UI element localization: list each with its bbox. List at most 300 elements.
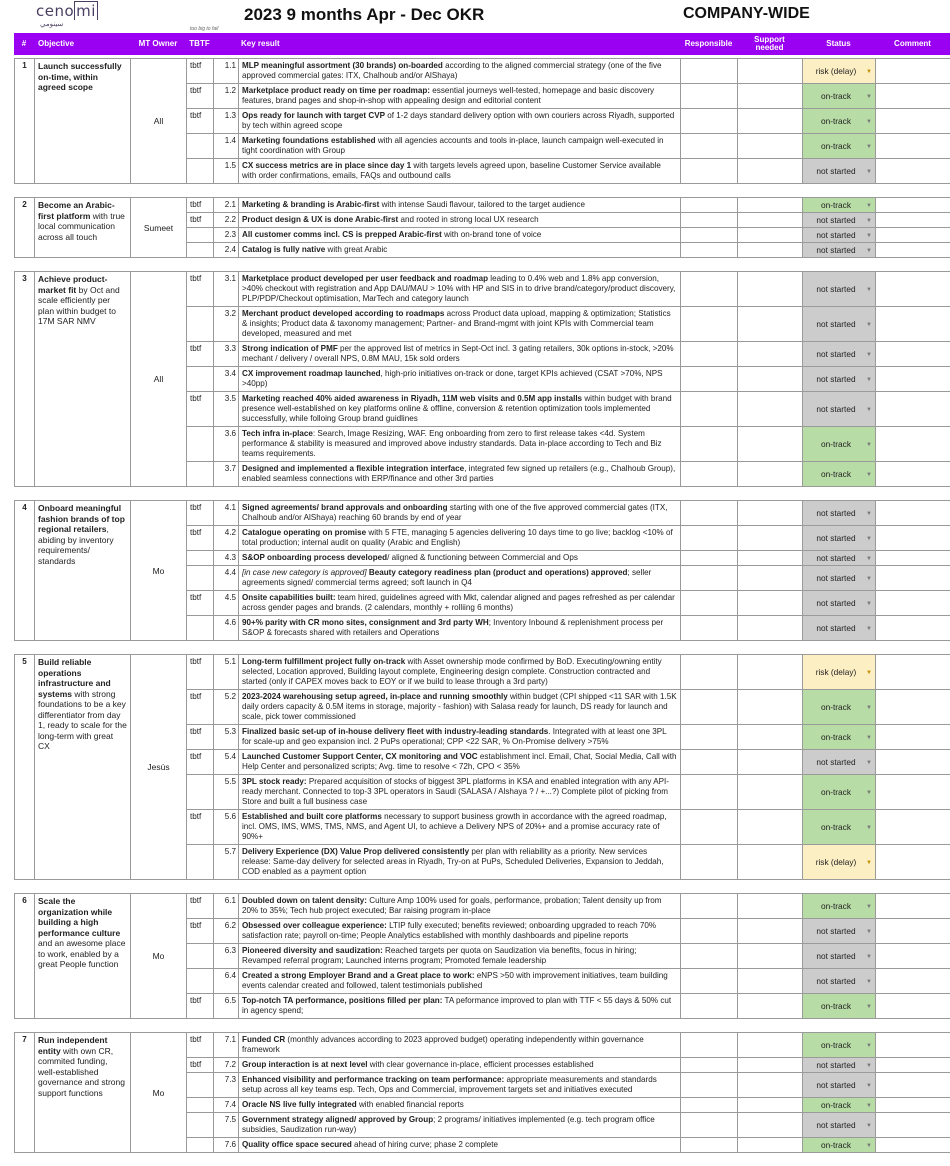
comment-cell[interactable]: [876, 1138, 950, 1153]
status-dropdown[interactable]: [803, 775, 876, 810]
responsible-cell[interactable]: [681, 159, 738, 184]
support-cell[interactable]: [738, 655, 803, 690]
support-cell[interactable]: [738, 1113, 803, 1138]
support-cell[interactable]: [738, 367, 803, 392]
key-result-cell[interactable]: [239, 944, 681, 969]
objective-section: [14, 58, 950, 184]
responsible-cell[interactable]: [681, 969, 738, 994]
status-dropdown[interactable]: [803, 969, 876, 994]
comment-cell[interactable]: [876, 725, 950, 750]
tbtf-cell[interactable]: [187, 243, 214, 258]
comment-cell[interactable]: [876, 1113, 950, 1138]
comment-cell[interactable]: [876, 392, 950, 427]
status-dropdown[interactable]: [803, 501, 876, 526]
support-cell[interactable]: [738, 228, 803, 243]
key-result-cell[interactable]: [239, 994, 681, 1019]
responsible-cell[interactable]: [681, 427, 738, 462]
responsible-cell[interactable]: [681, 1098, 738, 1113]
key-result-cell[interactable]: [239, 969, 681, 994]
comment-cell[interactable]: [876, 84, 950, 109]
comment-cell[interactable]: [876, 243, 950, 258]
comment-cell[interactable]: [876, 775, 950, 810]
responsible-cell[interactable]: [681, 392, 738, 427]
status-dropdown[interactable]: [803, 526, 876, 551]
status-dropdown[interactable]: [803, 655, 876, 690]
tbtf-cell[interactable]: tbtf: [187, 84, 214, 109]
key-result-cell[interactable]: [239, 591, 681, 616]
comment-cell[interactable]: [876, 566, 950, 591]
tbtf-cell[interactable]: tbtf: [187, 213, 214, 228]
objective-number: 6: [15, 894, 35, 1019]
tbtf-cell[interactable]: [187, 307, 214, 342]
responsible-cell[interactable]: [681, 307, 738, 342]
support-cell[interactable]: [738, 462, 803, 487]
support-cell[interactable]: [738, 501, 803, 526]
support-cell[interactable]: [738, 526, 803, 551]
key-result-title: Designed and implemented a flexible integration interface: [242, 464, 464, 473]
comment-cell[interactable]: [876, 501, 950, 526]
tbtf-cell[interactable]: [187, 845, 214, 880]
key-result-cell[interactable]: [239, 1113, 681, 1138]
comment-cell[interactable]: [876, 59, 950, 84]
support-cell[interactable]: [738, 616, 803, 641]
status-dropdown[interactable]: [803, 109, 876, 134]
responsible-cell[interactable]: [681, 134, 738, 159]
key-result-cell[interactable]: [239, 59, 681, 84]
support-cell[interactable]: [738, 198, 803, 213]
key-result-cell[interactable]: [239, 616, 681, 641]
responsible-cell[interactable]: [681, 1073, 738, 1098]
key-result-cell[interactable]: [239, 198, 681, 213]
tbtf-cell[interactable]: [187, 616, 214, 641]
scope-title: COMPANY-WIDE: [683, 5, 810, 23]
tbtf-cell[interactable]: [187, 427, 214, 462]
dropdown-arrow-icon: ▼: [866, 375, 872, 385]
responsible-cell[interactable]: [681, 919, 738, 944]
key-result-cell[interactable]: [239, 725, 681, 750]
col-comment: Comment: [875, 40, 950, 48]
key-result-number: 3.7: [214, 462, 239, 487]
status-dropdown[interactable]: [803, 392, 876, 427]
tbtf-cell[interactable]: [187, 1138, 214, 1153]
owner-cell[interactable]: Mo: [131, 501, 187, 641]
status-dropdown[interactable]: [803, 342, 876, 367]
key-result-cell[interactable]: [239, 134, 681, 159]
comment-cell[interactable]: [876, 109, 950, 134]
key-result-cell[interactable]: [239, 228, 681, 243]
comment-cell[interactable]: [876, 1073, 950, 1098]
owner-cell[interactable]: Mo: [131, 1033, 187, 1153]
key-result-cell[interactable]: [239, 690, 681, 725]
responsible-cell[interactable]: [681, 272, 738, 307]
responsible-cell[interactable]: [681, 109, 738, 134]
tbtf-cell[interactable]: tbtf: [187, 725, 214, 750]
responsible-cell[interactable]: [681, 367, 738, 392]
objective-cell[interactable]: [35, 1033, 131, 1153]
dropdown-arrow-icon: ▼: [866, 703, 872, 713]
key-result-cell[interactable]: [239, 159, 681, 184]
responsible-cell[interactable]: [681, 566, 738, 591]
key-result-cell[interactable]: [239, 750, 681, 775]
objective-description: with true local communication across all touch: [38, 211, 125, 242]
objective-section: [14, 654, 950, 880]
key-result-cell[interactable]: [239, 272, 681, 307]
status-dropdown[interactable]: [803, 750, 876, 775]
tbtf-cell[interactable]: [187, 228, 214, 243]
status-dropdown[interactable]: [803, 228, 876, 243]
support-cell[interactable]: [738, 109, 803, 134]
objective-cell[interactable]: [35, 272, 131, 487]
comment-cell[interactable]: [876, 616, 950, 641]
dropdown-arrow-icon: ▼: [866, 67, 872, 77]
support-cell[interactable]: [738, 894, 803, 919]
owner-cell[interactable]: Sumeet: [131, 198, 187, 258]
tbtf-cell[interactable]: [187, 1073, 214, 1098]
tbtf-cell[interactable]: tbtf: [187, 655, 214, 690]
objective-cell[interactable]: [35, 894, 131, 1019]
status-value: on-track: [811, 702, 861, 712]
comment-cell[interactable]: [876, 213, 950, 228]
key-result-detail: with all agencies accounts and tools in-place, launch campaign well-executed in tight coordination with Group: [242, 136, 664, 155]
key-result-detail: team hired, guidelines agreed with Mkt, calendar aligned and pages refreshed as per calendar across gender pages and brands. (2 calendars, monthly + rolliing 6 months): [242, 593, 675, 612]
comment-cell[interactable]: [876, 591, 950, 616]
owner-cell[interactable]: Mo: [131, 894, 187, 1019]
responsible-cell[interactable]: [681, 342, 738, 367]
status-dropdown[interactable]: [803, 919, 876, 944]
key-result-cell[interactable]: [239, 501, 681, 526]
status-dropdown[interactable]: [803, 810, 876, 845]
responsible-cell[interactable]: [681, 228, 738, 243]
objective-cell[interactable]: [35, 655, 131, 880]
objective-cell[interactable]: [35, 198, 131, 258]
support-cell[interactable]: [738, 725, 803, 750]
comment-cell[interactable]: [876, 750, 950, 775]
status-dropdown[interactable]: [803, 1098, 876, 1113]
support-cell[interactable]: [738, 1138, 803, 1153]
tbtf-cell[interactable]: tbtf: [187, 690, 214, 725]
responsible-cell[interactable]: [681, 845, 738, 880]
status-dropdown[interactable]: [803, 566, 876, 591]
support-cell[interactable]: [738, 1033, 803, 1058]
status-dropdown[interactable]: [803, 1033, 876, 1058]
comment-cell[interactable]: [876, 462, 950, 487]
tbtf-cell[interactable]: tbtf: [187, 1058, 214, 1073]
comment-cell[interactable]: [876, 944, 950, 969]
dropdown-arrow-icon: ▼: [866, 509, 872, 519]
key-result-cell[interactable]: [239, 566, 681, 591]
responsible-cell[interactable]: [681, 750, 738, 775]
objective-title: Launch successfully on-time, within agreed scope: [38, 61, 122, 92]
status-dropdown[interactable]: [803, 1058, 876, 1073]
dropdown-arrow-icon: ▼: [866, 440, 872, 450]
status-value: not started: [811, 598, 861, 608]
key-result-number: 6.3: [214, 944, 239, 969]
key-result-cell[interactable]: [239, 342, 681, 367]
responsible-cell[interactable]: [681, 462, 738, 487]
comment-cell[interactable]: [876, 228, 950, 243]
status-value: on-track: [811, 901, 861, 911]
comment-cell[interactable]: [876, 307, 950, 342]
comment-cell[interactable]: [876, 367, 950, 392]
dropdown-arrow-icon: ▼: [866, 733, 872, 743]
key-result-cell[interactable]: [239, 213, 681, 228]
support-cell[interactable]: [738, 944, 803, 969]
responsible-cell[interactable]: [681, 994, 738, 1019]
status-dropdown[interactable]: [803, 845, 876, 880]
responsible-cell[interactable]: [681, 944, 738, 969]
tbtf-cell[interactable]: [187, 551, 214, 566]
status-dropdown[interactable]: [803, 84, 876, 109]
responsible-cell[interactable]: [681, 1033, 738, 1058]
comment-cell[interactable]: [876, 1033, 950, 1058]
comment-cell[interactable]: [876, 272, 950, 307]
key-result-cell[interactable]: [239, 845, 681, 880]
status-dropdown[interactable]: [803, 894, 876, 919]
status-dropdown[interactable]: [803, 462, 876, 487]
tbtf-cell[interactable]: [187, 159, 214, 184]
support-cell[interactable]: [738, 427, 803, 462]
comment-cell[interactable]: [876, 1098, 950, 1113]
responsible-cell[interactable]: [681, 1138, 738, 1153]
status-dropdown[interactable]: [803, 1113, 876, 1138]
tbtf-cell[interactable]: tbtf: [187, 994, 214, 1019]
support-cell[interactable]: [738, 750, 803, 775]
responsible-cell[interactable]: [681, 243, 738, 258]
support-cell[interactable]: [738, 84, 803, 109]
key-result-title: Tech infra in-place: [242, 429, 313, 438]
objective-description: , abiding by inventory requirements/ standards: [38, 524, 114, 566]
col-owner: MT Owner: [130, 40, 186, 48]
objective-number: 7: [15, 1033, 35, 1153]
support-cell[interactable]: [738, 1098, 803, 1113]
comment-cell[interactable]: [876, 919, 950, 944]
key-result-cell[interactable]: [239, 109, 681, 134]
support-cell[interactable]: [738, 969, 803, 994]
key-result-number: 3.1: [214, 272, 239, 307]
status-dropdown[interactable]: [803, 427, 876, 462]
tbtf-cell[interactable]: tbtf: [187, 750, 214, 775]
comment-cell[interactable]: [876, 342, 950, 367]
status-dropdown[interactable]: [803, 1073, 876, 1098]
status-dropdown[interactable]: [803, 1138, 876, 1153]
responsible-cell[interactable]: [681, 1113, 738, 1138]
responsible-cell[interactable]: [681, 1058, 738, 1073]
comment-cell[interactable]: [876, 159, 950, 184]
comment-cell[interactable]: [876, 134, 950, 159]
status-value: not started: [811, 230, 861, 240]
tbtf-cell[interactable]: [187, 134, 214, 159]
support-cell[interactable]: [738, 919, 803, 944]
tbtf-cell[interactable]: [187, 969, 214, 994]
support-cell[interactable]: [738, 690, 803, 725]
support-cell[interactable]: [738, 551, 803, 566]
comment-cell[interactable]: [876, 655, 950, 690]
responsible-cell[interactable]: [681, 501, 738, 526]
comment-cell[interactable]: [876, 894, 950, 919]
support-cell[interactable]: [738, 994, 803, 1019]
dropdown-arrow-icon: ▼: [866, 977, 872, 987]
status-dropdown[interactable]: [803, 725, 876, 750]
tbtf-cell[interactable]: [187, 566, 214, 591]
key-result-cell[interactable]: [239, 462, 681, 487]
key-result-detail: appropriate measurements and standards setup across all key teams esp. Tech, Ops and Commercial, improvement targets set and initiatives executed: [242, 1075, 657, 1094]
objective-title: Become an Arabic-first platform: [38, 200, 115, 221]
support-cell[interactable]: [738, 272, 803, 307]
responsible-cell[interactable]: [681, 810, 738, 845]
tbtf-cell[interactable]: tbtf: [187, 59, 214, 84]
status-dropdown[interactable]: [803, 243, 876, 258]
tbtf-cell[interactable]: [187, 367, 214, 392]
tbtf-cell[interactable]: tbtf: [187, 501, 214, 526]
support-cell[interactable]: [738, 845, 803, 880]
status-value: on-track: [811, 141, 861, 151]
key-result-cell[interactable]: [239, 243, 681, 258]
support-cell[interactable]: [738, 1058, 803, 1073]
tbtf-cell[interactable]: [187, 1113, 214, 1138]
responsible-cell[interactable]: [681, 655, 738, 690]
status-dropdown[interactable]: [803, 198, 876, 213]
responsible-cell[interactable]: [681, 59, 738, 84]
key-result-title: Strong indication of PMF: [242, 344, 338, 353]
comment-cell[interactable]: [876, 1058, 950, 1073]
responsible-cell[interactable]: [681, 213, 738, 228]
comment-cell[interactable]: [876, 198, 950, 213]
owner-cell[interactable]: All: [131, 59, 187, 184]
comment-cell[interactable]: [876, 810, 950, 845]
key-result-cell[interactable]: [239, 551, 681, 566]
status-value: risk (delay): [811, 667, 861, 677]
status-dropdown[interactable]: [803, 994, 876, 1019]
support-cell[interactable]: [738, 342, 803, 367]
responsible-cell[interactable]: [681, 690, 738, 725]
key-result-title: CX success metrics are in place since day 1: [242, 161, 411, 170]
objective-cell[interactable]: [35, 59, 131, 184]
status-dropdown[interactable]: [803, 367, 876, 392]
tbtf-cell[interactable]: tbtf: [187, 272, 214, 307]
status-dropdown[interactable]: [803, 944, 876, 969]
key-result-title: Beauty category readiness plan (product and operations) approved: [369, 568, 628, 577]
objective-section: [14, 197, 950, 258]
okr-sheet: [14, 58, 950, 1166]
tbtf-cell[interactable]: tbtf: [187, 342, 214, 367]
key-result-cell[interactable]: [239, 1033, 681, 1058]
responsible-cell[interactable]: [681, 591, 738, 616]
key-result-cell[interactable]: [239, 655, 681, 690]
key-result-cell[interactable]: [239, 392, 681, 427]
tbtf-cell[interactable]: tbtf: [187, 198, 214, 213]
tbtf-cell[interactable]: [187, 462, 214, 487]
dropdown-arrow-icon: ▼: [866, 927, 872, 937]
key-result-cell[interactable]: [239, 1098, 681, 1113]
comment-cell[interactable]: [876, 427, 950, 462]
support-cell[interactable]: [738, 810, 803, 845]
responsible-cell[interactable]: [681, 526, 738, 551]
support-cell[interactable]: [738, 566, 803, 591]
support-cell[interactable]: [738, 591, 803, 616]
support-cell[interactable]: [738, 134, 803, 159]
status-dropdown[interactable]: [803, 690, 876, 725]
status-dropdown[interactable]: [803, 272, 876, 307]
responsible-cell[interactable]: [681, 775, 738, 810]
responsible-cell[interactable]: [681, 198, 738, 213]
status-dropdown[interactable]: [803, 307, 876, 342]
comment-cell[interactable]: [876, 845, 950, 880]
support-cell[interactable]: [738, 307, 803, 342]
tbtf-cell[interactable]: tbtf: [187, 392, 214, 427]
support-cell[interactable]: [738, 1073, 803, 1098]
tbtf-cell[interactable]: tbtf: [187, 591, 214, 616]
objective-cell[interactable]: [35, 501, 131, 641]
tbtf-cell[interactable]: tbtf: [187, 109, 214, 134]
comment-cell[interactable]: [876, 969, 950, 994]
key-result-cell[interactable]: [239, 526, 681, 551]
support-cell[interactable]: [738, 213, 803, 228]
key-result-detail: starting with one of the five approved commercial gates (ITX, Chalhoub and/or AlShaya) reaching 60 brands by end of year: [242, 503, 668, 522]
key-result-cell[interactable]: [239, 367, 681, 392]
key-result-cell[interactable]: [239, 427, 681, 462]
key-result-title: Launched Customer Support Center, CX monitoring and VOC: [242, 752, 478, 761]
status-dropdown[interactable]: [803, 159, 876, 184]
owner-cell[interactable]: All: [131, 272, 187, 487]
support-cell[interactable]: [738, 159, 803, 184]
tbtf-cell[interactable]: [187, 775, 214, 810]
key-result-cell[interactable]: [239, 84, 681, 109]
status-dropdown[interactable]: [803, 213, 876, 228]
status-dropdown[interactable]: [803, 616, 876, 641]
tbtf-cell[interactable]: [187, 944, 214, 969]
key-result-cell[interactable]: [239, 810, 681, 845]
tbtf-cell[interactable]: tbtf: [187, 810, 214, 845]
support-cell[interactable]: [738, 243, 803, 258]
tbtf-cell[interactable]: tbtf: [187, 919, 214, 944]
support-cell[interactable]: [738, 59, 803, 84]
support-cell[interactable]: [738, 775, 803, 810]
key-result-cell[interactable]: [239, 307, 681, 342]
key-result-cell[interactable]: [239, 919, 681, 944]
comment-cell[interactable]: [876, 690, 950, 725]
responsible-cell[interactable]: [681, 616, 738, 641]
status-dropdown[interactable]: [803, 59, 876, 84]
status-value: not started: [811, 623, 861, 633]
status-dropdown[interactable]: [803, 591, 876, 616]
support-cell[interactable]: [738, 392, 803, 427]
responsible-cell[interactable]: [681, 84, 738, 109]
responsible-cell[interactable]: [681, 551, 738, 566]
key-result-title: Established and built core platforms: [242, 812, 382, 821]
responsible-cell[interactable]: [681, 894, 738, 919]
comment-cell[interactable]: [876, 551, 950, 566]
key-result-cell[interactable]: [239, 1058, 681, 1073]
comment-cell[interactable]: [876, 526, 950, 551]
status-value: not started: [811, 374, 861, 384]
owner-cell[interactable]: Jesús: [131, 655, 187, 880]
key-result-title: Government strategy aligned/ approved by Group: [242, 1115, 433, 1124]
key-result-cell[interactable]: [239, 775, 681, 810]
key-result-cell[interactable]: [239, 1073, 681, 1098]
status-dropdown[interactable]: [803, 134, 876, 159]
tbtf-cell[interactable]: tbtf: [187, 1033, 214, 1058]
tbtf-cell[interactable]: tbtf: [187, 894, 214, 919]
key-result-cell[interactable]: [239, 1138, 681, 1153]
tbtf-cell[interactable]: tbtf: [187, 526, 214, 551]
key-result-title: Group interaction is at next level: [242, 1060, 368, 1069]
responsible-cell[interactable]: [681, 725, 738, 750]
key-result-detail: ahead of hiring curve; phase 2 complete: [352, 1140, 498, 1149]
tbtf-cell[interactable]: [187, 1098, 214, 1113]
status-dropdown[interactable]: [803, 551, 876, 566]
comment-cell[interactable]: [876, 994, 950, 1019]
key-result-cell[interactable]: [239, 894, 681, 919]
